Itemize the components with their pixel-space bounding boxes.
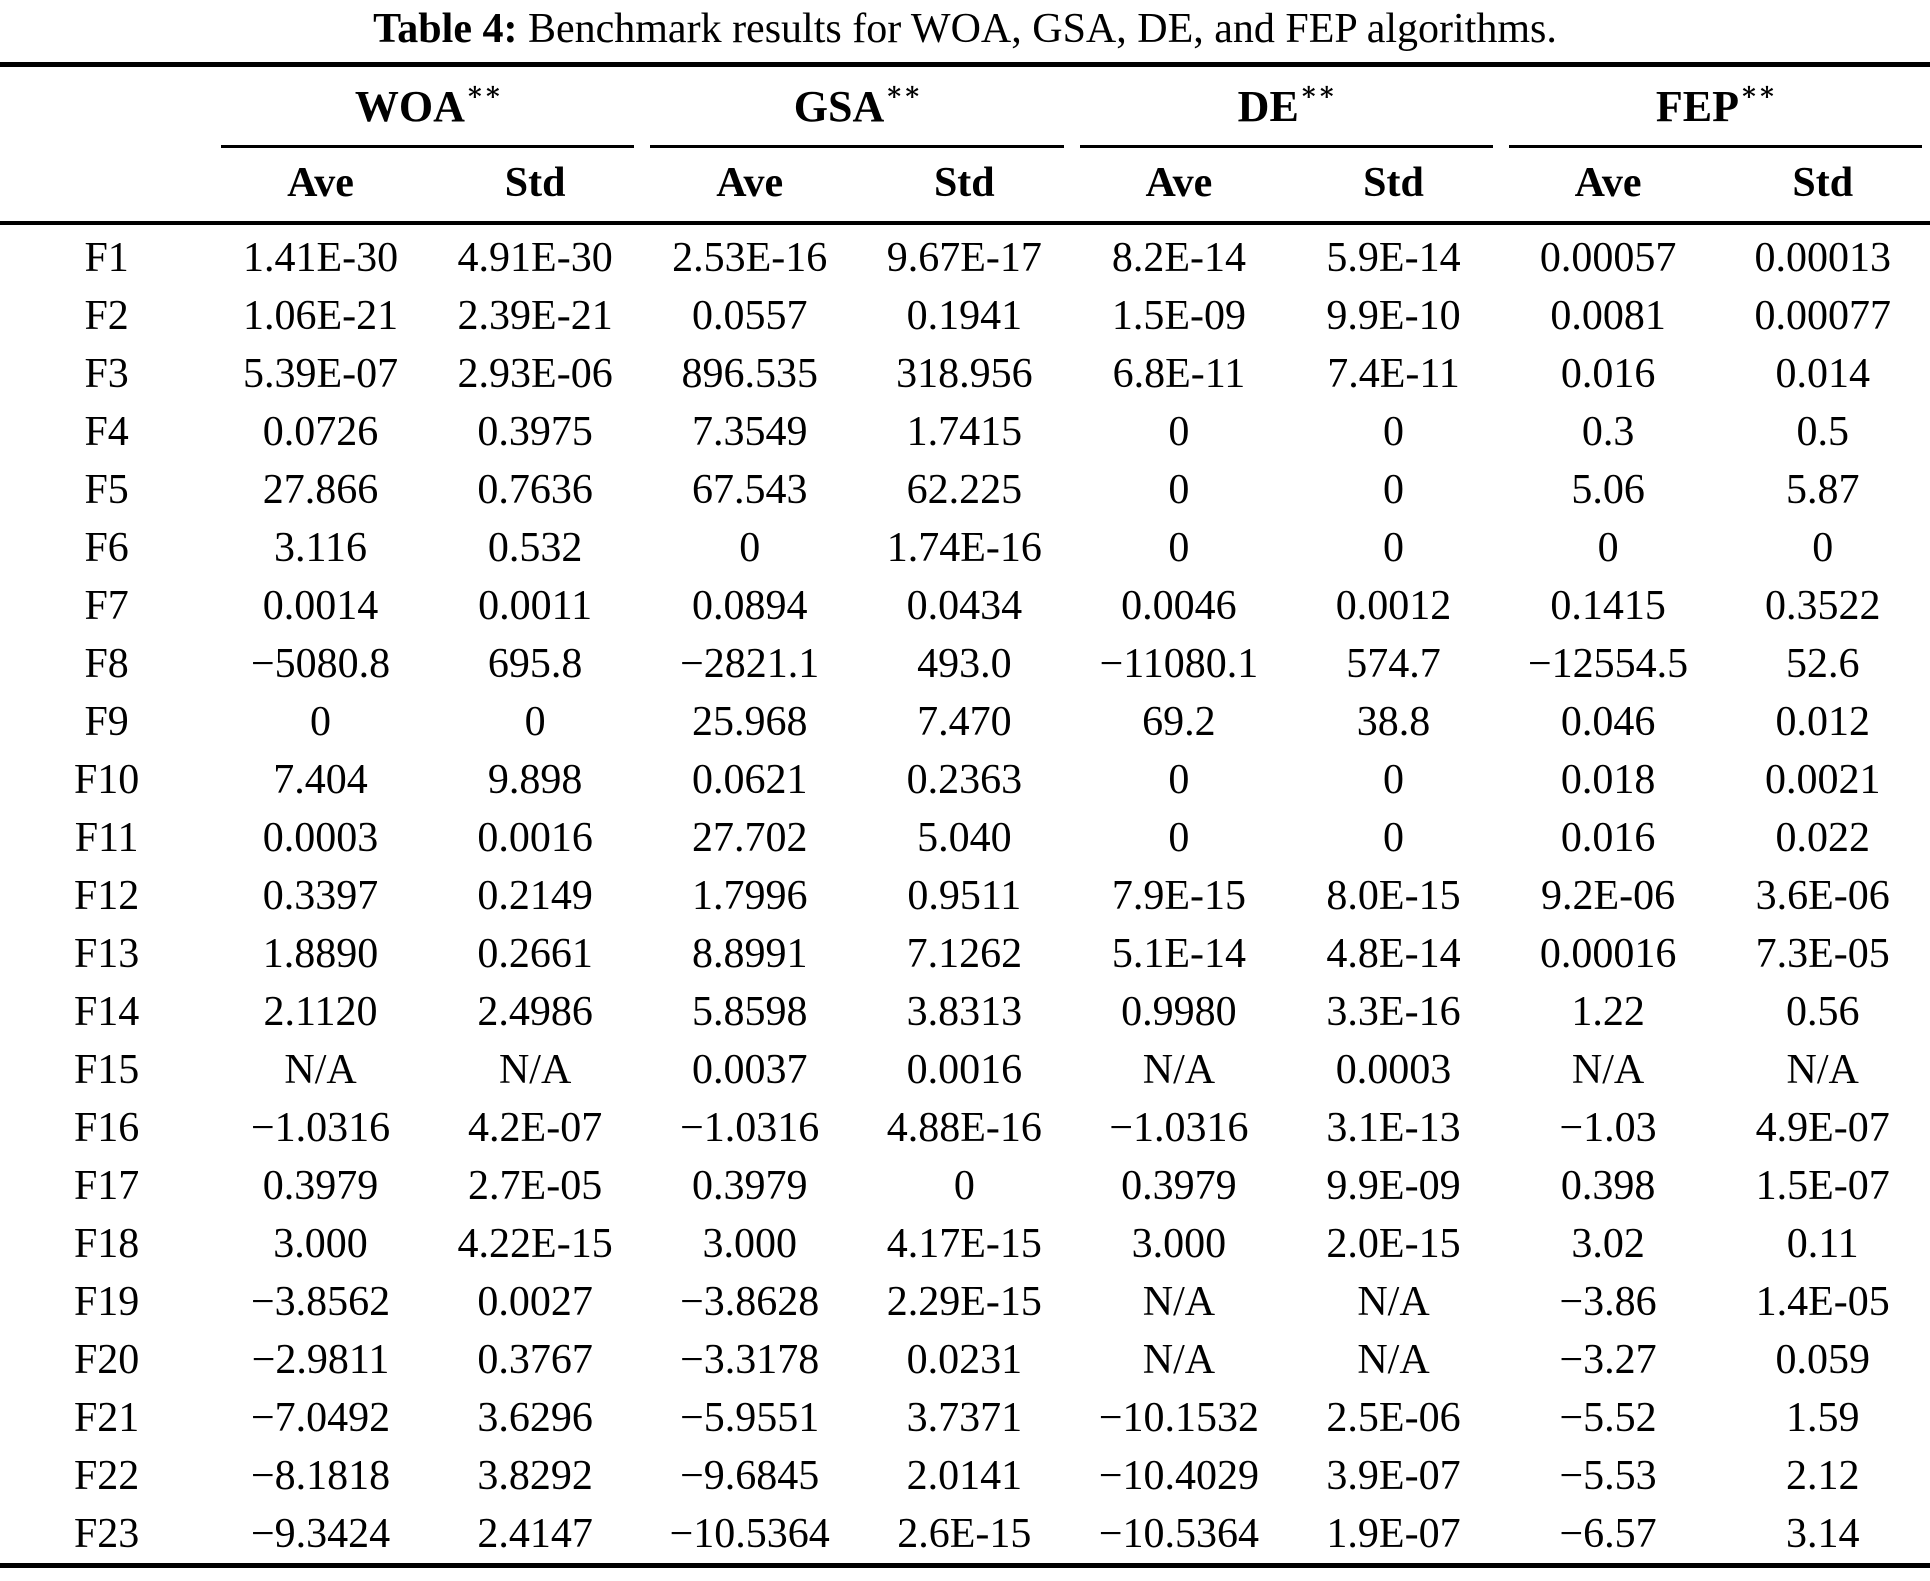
value-cell: N/A (1142, 1337, 1216, 1383)
value-cell: 38.8 (1356, 699, 1431, 745)
value-cell: 0.0014 (262, 583, 379, 629)
function-label: F8 (84, 641, 129, 687)
value-cell: 1.7415 (906, 409, 1023, 455)
value-cell: −1.0316 (1109, 1105, 1249, 1151)
function-label: F10 (73, 757, 140, 803)
value-cell: 0.018 (1560, 757, 1656, 803)
value-cell: 1.06E-21 (242, 293, 399, 339)
value-cell: 0.3979 (1121, 1163, 1237, 1209)
value-cell: 4.17E-15 (886, 1221, 1042, 1267)
function-label: F15 (73, 1047, 140, 1093)
function-label: F17 (73, 1163, 140, 1209)
table-row (0, 751, 1930, 809)
value-cell: 0.00016 (1539, 931, 1677, 977)
value-cell: 9.9E-10 (1326, 293, 1461, 339)
group-header-woa: WOA ∗∗ (213, 65, 642, 146)
value-cell: 9.898 (487, 757, 583, 803)
group-label-de: DE (1237, 81, 1299, 131)
value-cell: 7.4E-11 (1327, 351, 1460, 397)
table-row (0, 925, 1930, 983)
value-cell: 0.0012 (1335, 583, 1452, 629)
de-ave-header: Ave (1072, 145, 1287, 223)
group-header-gsa: GSA ∗∗ (642, 65, 1071, 146)
value-cell: 0.00057 (1539, 235, 1677, 281)
value-cell: 5.06 (1571, 467, 1645, 513)
ave-std-header-row (0, 145, 1930, 223)
value-cell: 2.5E-06 (1326, 1395, 1461, 1441)
value-cell: 2.93E-06 (457, 351, 613, 397)
value-cell: 574.7 (1346, 641, 1441, 687)
value-cell: 0 (1383, 409, 1404, 455)
value-cell: 0.3767 (477, 1337, 593, 1383)
value-cell: 2.0141 (906, 1453, 1023, 1499)
value-cell: 0 (524, 699, 546, 745)
value-cell: −3.86 (1559, 1279, 1657, 1325)
table-row (0, 867, 1930, 925)
value-cell: 3.6E-06 (1755, 873, 1890, 919)
value-cell: 4.91E-30 (457, 235, 613, 281)
group-label-fep: FEP (1655, 81, 1739, 131)
value-cell: 0.0011 (478, 583, 593, 629)
corner-empty-cell (0, 145, 213, 223)
value-cell: 1.41E-30 (242, 235, 399, 281)
value-cell: 2.53E-16 (672, 235, 828, 281)
corner-empty-cell (0, 65, 213, 146)
value-cell: −1.03 (1559, 1105, 1657, 1151)
value-cell: 0.00077 (1754, 293, 1891, 339)
value-cell: 67.543 (691, 467, 808, 513)
table-row (0, 809, 1930, 867)
value-cell: 8.8991 (691, 931, 808, 977)
value-cell: 3.3E-16 (1326, 989, 1461, 1035)
value-cell: N/A (284, 1047, 357, 1093)
value-cell: 896.535 (681, 351, 818, 397)
value-cell: 0.0016 (906, 1047, 1023, 1093)
table-row (0, 223, 1930, 287)
value-cell: 3.116 (274, 525, 367, 571)
value-cell: 0 (1168, 525, 1190, 571)
value-cell: 2.4986 (477, 989, 593, 1035)
table-row (0, 577, 1930, 635)
function-label: F4 (84, 409, 129, 455)
value-cell: 0.046 (1560, 699, 1656, 745)
table-caption (0, 0, 1930, 62)
value-cell: 0.3979 (691, 1163, 808, 1209)
value-cell: 318.956 (896, 351, 1033, 397)
table-row (0, 1273, 1930, 1331)
value-cell: −8.1818 (250, 1453, 391, 1499)
function-label: F20 (73, 1337, 140, 1383)
value-cell: 1.5E-09 (1111, 293, 1246, 339)
value-cell: 3.14 (1785, 1511, 1860, 1557)
value-cell: 7.3549 (691, 409, 808, 455)
value-cell: −12554.5 (1528, 641, 1689, 687)
value-cell: 7.1262 (906, 931, 1023, 977)
function-label: F7 (84, 583, 129, 629)
value-cell: 2.6E-15 (897, 1511, 1032, 1557)
value-cell: 0.398 (1560, 1163, 1656, 1209)
value-cell: 0.3522 (1764, 583, 1881, 629)
value-cell: 0.014 (1775, 351, 1870, 397)
value-cell: 0 (1812, 525, 1834, 571)
value-cell: N/A (1142, 1279, 1216, 1325)
table-row (0, 1447, 1930, 1505)
value-cell: 0 (310, 699, 332, 745)
value-cell: 0.532 (487, 525, 583, 571)
table-row (0, 1157, 1930, 1215)
table-caption-text: Benchmark results for WOA, GSA, DE, and FEP algorithms. (517, 6, 1557, 52)
woa-ave-header: Ave (213, 145, 428, 223)
value-cell: N/A (1571, 1047, 1645, 1093)
group-header-de: DE ∗∗ (1072, 65, 1501, 146)
group-label-woa: WOA (354, 81, 465, 131)
table-row (0, 1099, 1930, 1157)
value-cell: −5080.8 (250, 641, 391, 687)
value-cell: 2.12 (1785, 1453, 1860, 1499)
table-row (0, 1215, 1930, 1273)
value-cell: 9.2E-06 (1541, 873, 1676, 919)
value-cell: 695.8 (487, 641, 583, 687)
value-cell: 3.000 (702, 1221, 797, 1267)
fep-std-header: Std (1715, 145, 1930, 223)
function-label: F2 (84, 293, 129, 339)
value-cell: 0.0081 (1550, 293, 1666, 339)
value-cell: 0.9511 (907, 873, 1022, 919)
value-cell: 0 (1383, 815, 1404, 861)
value-cell: −3.3178 (680, 1337, 820, 1383)
table-row (0, 1389, 1930, 1447)
value-cell: 0 (1383, 525, 1404, 571)
value-cell: 0 (953, 1163, 975, 1209)
function-label: F19 (73, 1279, 140, 1325)
table-row (0, 1505, 1930, 1566)
value-cell: 0.0003 (262, 815, 379, 861)
value-cell: 9.9E-09 (1326, 1163, 1461, 1209)
value-cell: 2.39E-21 (457, 293, 613, 339)
value-cell: 7.9E-15 (1111, 873, 1246, 919)
value-cell: 0.0894 (691, 583, 808, 629)
group-header-fep: FEP ∗∗ (1501, 65, 1930, 146)
value-cell: 0.016 (1560, 351, 1656, 397)
value-cell: 1.4E-05 (1755, 1279, 1890, 1325)
value-cell: 0 (1168, 467, 1190, 513)
gsa-std-header: Std (857, 145, 1072, 223)
value-cell: 4.88E-16 (886, 1105, 1042, 1151)
value-cell: 52.6 (1785, 641, 1860, 687)
function-label: F21 (73, 1395, 140, 1441)
table-body (0, 223, 1930, 1566)
value-cell: 0 (1168, 757, 1190, 803)
value-cell: 3.8313 (906, 989, 1023, 1035)
value-cell: −10.1532 (1098, 1395, 1259, 1441)
value-cell: 0.1941 (906, 293, 1023, 339)
value-cell: −3.27 (1559, 1337, 1657, 1383)
value-cell: 0.059 (1775, 1337, 1870, 1383)
value-cell: 2.7E-05 (468, 1163, 603, 1209)
value-cell: 4.22E-15 (457, 1221, 613, 1267)
table-row (0, 983, 1930, 1041)
value-cell: 4.8E-14 (1326, 931, 1461, 977)
value-cell: 1.8890 (262, 931, 379, 977)
value-cell: 0.5 (1796, 409, 1849, 455)
value-cell: 0.3 (1581, 409, 1635, 455)
value-cell: 1.22 (1571, 989, 1645, 1035)
value-cell: 4.9E-07 (1755, 1105, 1890, 1151)
function-label: F3 (84, 351, 129, 397)
value-cell: 5.040 (917, 815, 1012, 861)
value-cell: 0.0557 (691, 293, 808, 339)
woa-std-header: Std (428, 145, 643, 223)
value-cell: 0.0231 (906, 1337, 1023, 1383)
value-cell: 7.3E-05 (1755, 931, 1890, 977)
value-cell: −3.8628 (680, 1279, 820, 1325)
value-cell: 6.8E-11 (1112, 351, 1246, 397)
gsa-ave-header: Ave (642, 145, 857, 223)
fep-ave-header: Ave (1501, 145, 1716, 223)
table-row (0, 287, 1930, 345)
table-row (0, 519, 1930, 577)
value-cell: 5.39E-07 (242, 351, 399, 397)
function-label: F14 (73, 989, 140, 1035)
table-row (0, 345, 1930, 403)
value-cell: N/A (1357, 1279, 1430, 1325)
value-cell: 3.000 (1131, 1221, 1227, 1267)
function-label: F11 (74, 815, 139, 861)
value-cell: 0.2661 (477, 931, 593, 977)
table-row (0, 635, 1930, 693)
value-cell: 0.2363 (906, 757, 1023, 803)
value-cell: −11080.1 (1099, 641, 1259, 687)
function-label: F12 (73, 873, 140, 919)
value-cell: 3.8292 (477, 1453, 593, 1499)
value-cell: −1.0316 (680, 1105, 820, 1151)
value-cell: 2.4147 (477, 1511, 593, 1557)
value-cell: −2.9811 (251, 1337, 390, 1383)
value-cell: 69.2 (1142, 699, 1216, 745)
value-cell: 0.0037 (691, 1047, 808, 1093)
value-cell: 0 (1383, 757, 1404, 803)
function-label: F23 (73, 1511, 140, 1557)
table-caption-number: Table 4: (373, 6, 518, 52)
benchmark-results-table (0, 62, 1930, 1568)
function-label: F22 (73, 1453, 140, 1499)
value-cell: 62.225 (906, 467, 1023, 513)
table-row (0, 693, 1930, 751)
function-label: F16 (73, 1105, 140, 1151)
table-row (0, 403, 1930, 461)
table-row (0, 461, 1930, 519)
value-cell: 5.9E-14 (1326, 235, 1461, 281)
value-cell: 0.0016 (477, 815, 593, 861)
de-std-header: Std (1286, 145, 1501, 223)
value-cell: −9.3424 (250, 1511, 391, 1557)
value-cell: 3.7371 (906, 1395, 1023, 1441)
value-cell: 9.67E-17 (886, 235, 1042, 281)
value-cell: N/A (1786, 1047, 1859, 1093)
algorithm-group-header-row (0, 65, 1930, 146)
value-cell: −10.5364 (669, 1511, 830, 1557)
value-cell: 1.7996 (691, 873, 808, 919)
value-cell: 493.0 (917, 641, 1012, 687)
value-cell: 0.3975 (477, 409, 593, 455)
value-cell: 1.5E-07 (1755, 1163, 1890, 1209)
function-label: F1 (84, 235, 129, 281)
value-cell: 7.404 (273, 757, 368, 803)
value-cell: 7.470 (917, 699, 1012, 745)
value-cell: 0.56 (1785, 989, 1860, 1035)
value-cell: −5.53 (1559, 1453, 1657, 1499)
value-cell: 0.016 (1560, 815, 1656, 861)
value-cell: −2821.1 (680, 641, 820, 687)
value-cell: 5.8598 (691, 989, 808, 1035)
value-cell: 0.3397 (262, 873, 379, 919)
value-cell: 4.2E-07 (468, 1105, 603, 1151)
value-cell: 0.9980 (1121, 989, 1237, 1035)
value-cell: 0 (1168, 409, 1190, 455)
value-cell: 0.7636 (477, 467, 593, 513)
table-row (0, 1331, 1930, 1389)
value-cell: N/A (1142, 1047, 1216, 1093)
value-cell: 0 (1168, 815, 1190, 861)
value-cell: 3.1E-13 (1326, 1105, 1461, 1151)
group-label-gsa: GSA (793, 81, 885, 131)
value-cell: −7.0492 (250, 1395, 391, 1441)
value-cell: 25.968 (691, 699, 808, 745)
value-cell: 0.012 (1775, 699, 1870, 745)
value-cell: 2.0E-15 (1326, 1221, 1461, 1267)
value-cell: −3.8562 (250, 1279, 391, 1325)
value-cell: 0.0003 (1335, 1047, 1452, 1093)
value-cell: −10.5364 (1098, 1511, 1259, 1557)
value-cell: −5.9551 (680, 1395, 820, 1441)
value-cell: −10.4029 (1098, 1453, 1259, 1499)
value-cell: 2.1120 (263, 989, 378, 1035)
value-cell: −1.0316 (250, 1105, 391, 1151)
value-cell: 0.022 (1775, 815, 1870, 861)
value-cell: 8.2E-14 (1111, 235, 1246, 281)
value-cell: 1.74E-16 (886, 525, 1042, 571)
value-cell: 0 (1597, 525, 1619, 571)
value-cell: 0 (739, 525, 761, 571)
value-cell: 3.6296 (477, 1395, 593, 1441)
table-row (0, 1041, 1930, 1099)
value-cell: −6.57 (1559, 1511, 1657, 1557)
value-cell: −5.52 (1559, 1395, 1657, 1441)
value-cell: N/A (1357, 1337, 1430, 1383)
value-cell: 3.000 (273, 1221, 368, 1267)
value-cell: 0.0027 (477, 1279, 593, 1325)
value-cell: 5.1E-14 (1111, 931, 1246, 977)
value-cell: N/A (498, 1047, 572, 1093)
value-cell: 1.9E-07 (1326, 1511, 1461, 1557)
function-label: F6 (84, 525, 129, 571)
value-cell: 3.9E-07 (1326, 1453, 1461, 1499)
value-cell: 0.0434 (906, 583, 1023, 629)
function-label: F5 (84, 467, 129, 513)
value-cell: 0.1415 (1550, 583, 1666, 629)
value-cell: 0 (1383, 467, 1404, 513)
value-cell: 0.0046 (1121, 583, 1237, 629)
value-cell: 27.702 (691, 815, 808, 861)
value-cell: 0.2149 (477, 873, 593, 919)
function-label: F18 (73, 1221, 140, 1267)
value-cell: 2.29E-15 (886, 1279, 1042, 1325)
value-cell: 0.0726 (262, 409, 379, 455)
value-cell: 0.0021 (1764, 757, 1881, 803)
value-cell: 5.87 (1785, 467, 1860, 513)
function-label: F9 (84, 699, 129, 745)
value-cell: −9.6845 (680, 1453, 820, 1499)
value-cell: 0.0621 (691, 757, 808, 803)
value-cell: 27.866 (262, 467, 379, 513)
value-cell: 0.00013 (1754, 235, 1891, 281)
value-cell: 0.3979 (262, 1163, 379, 1209)
value-cell: 1.59 (1785, 1395, 1860, 1441)
value-cell: 0.11 (1786, 1221, 1859, 1267)
function-label: F13 (73, 931, 140, 977)
value-cell: 8.0E-15 (1326, 873, 1461, 919)
value-cell: 3.02 (1571, 1221, 1645, 1267)
